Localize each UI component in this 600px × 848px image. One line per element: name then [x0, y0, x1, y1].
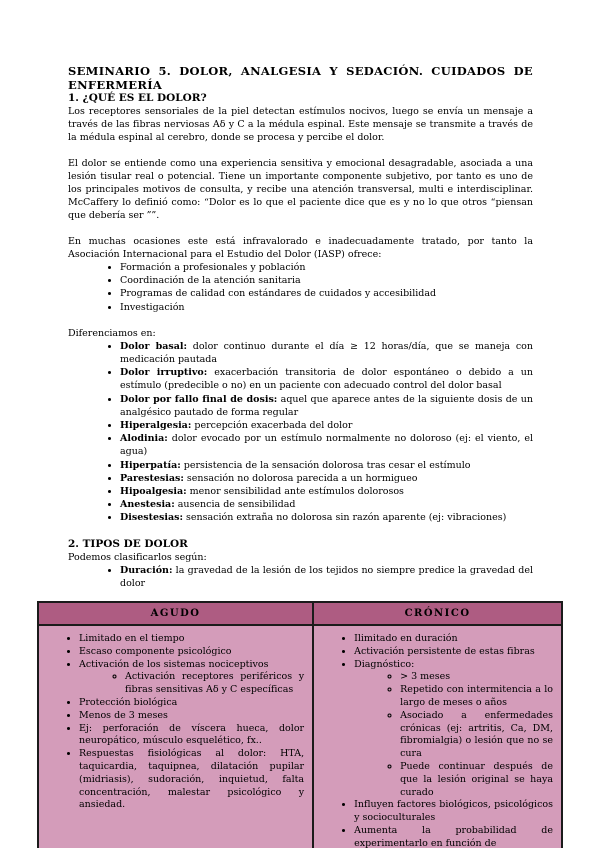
section-2-intro: Podemos clasificarlos según:	[68, 551, 207, 563]
agudo-bullet-list	[39, 633, 304, 812]
bullet-item: • Influyen factores biológicos, psicológicos y socioculturales	[354, 799, 553, 825]
definition-desc: sensación extraña no dolorosa sin razón aparente (ej: vibraciones)	[186, 512, 507, 524]
definition-item	[120, 564, 533, 590]
definition-term: Anestesia:	[120, 499, 175, 511]
bullet-item: • Limitado en el tiempo	[79, 633, 304, 646]
bullet-item: • Respuestas fisiológicas al dolor: HTA, taquicardia, taquipnea, dilatación pupilar (midriasis), sudoración, inquietud, falta concentración, malestar psicológico y ansiedad.	[79, 748, 304, 812]
definition-desc: exacerbación transitoria de dolor espontáneo o debido a un estímulo (predecible o no) en un paciente con adecuado control del dolor basal	[120, 367, 533, 392]
definition-item	[120, 393, 533, 419]
bullet-item: • Escaso componente psicológico	[79, 646, 304, 659]
definition-term: Dolor basal:	[120, 340, 187, 352]
definition-desc: ausencia de sensibilidad	[177, 499, 296, 511]
cronico-sub-list	[354, 671, 553, 799]
bullet-item	[79, 659, 304, 697]
definition-desc: aquel que aparece antes de la siguiente dosis de un analgésico pautado de forma regular	[120, 393, 533, 418]
definition-desc: percepción exacerbada del dolor	[194, 420, 353, 432]
definition-item	[120, 472, 533, 485]
bullet-item: • Menos de 3 meses	[79, 710, 304, 723]
definition-desc: dolor evocado por un estímulo normalmente no doloroso (ej: el viento, el agua)	[120, 433, 533, 458]
sub-bullet-item: ◦ Asociado a enfermedades crónicas (ej: artritis, Ca, DM, fibromialgia) o lesión que no se cura	[400, 710, 553, 761]
bullet-item: • Coordinación de la atención sanitaria	[120, 274, 533, 287]
definition-term: Duración:	[120, 564, 173, 576]
table-header-row	[38, 602, 562, 625]
definition-item	[120, 485, 533, 498]
definition-desc: persistencia de la sensación dolorosa tras cesar el estímulo	[183, 459, 471, 471]
bullet-item: • Formación a profesionales y población	[120, 261, 533, 274]
table-header-cronico: CRÓNICO	[313, 602, 562, 625]
table-cell-agudo	[38, 625, 313, 848]
bullet-item: • Protección biológica	[79, 697, 304, 710]
definition-desc: dolor continuo durante el día ≥ 12 horas/día, que se maneja con medicación pautada	[120, 340, 533, 366]
definition-item	[120, 419, 533, 432]
definition-item	[120, 511, 533, 524]
bullet-item: • Ilimitado en duración	[354, 633, 553, 646]
sub-bullet-item: ◦ > 3 meses	[400, 671, 553, 684]
definition-item	[120, 498, 533, 511]
definition-desc: la gravedad de la lesión de los tejidos no siempre predice la gravedad del dolor	[120, 564, 533, 589]
document-content	[68, 64, 533, 590]
definition-term: Alodinia:	[120, 433, 168, 445]
bullet-item: • Programas de calidad con estándares de cuidados y accesibilidad	[120, 287, 533, 300]
definition-term: Disestesias:	[120, 512, 183, 524]
definition-item	[120, 340, 533, 366]
paragraph-receptors: Los receptores sensoriales de la piel detectan estímulos nocivos, luego se envía un mensaje a través de las fibras nerviosas Aδ y C a la médula espinal. Este mensaje se transmite a través de la médula espinal al cerebro, donde se procesa y percibe el dolor.	[68, 106, 533, 143]
table-header-agudo: AGUDO	[38, 602, 313, 625]
definition-term: Hiperpatía:	[120, 459, 181, 471]
sub-bullet-item: ◦ Repetido con intermitencia a lo largo de meses o años	[400, 684, 553, 710]
definition-term: Hiperalgesia:	[120, 420, 192, 432]
pain-types-table-wrap	[37, 601, 563, 848]
cronico-bullet-list	[314, 633, 553, 848]
bullet-item: • Aumenta la probabilidad de experimentarlo en función de	[354, 825, 553, 848]
sub-bullet-item: ◦ Puede continuar después de que la lesión original se haya curado	[400, 761, 553, 799]
bullet-text: Activación de los sistemas nociceptivos	[79, 658, 269, 670]
table-cell-cronico	[313, 625, 562, 848]
definition-desc: menor sensibilidad ante estímulos dolorosos	[189, 486, 404, 498]
paragraph-iasp-intro: En muchas ocasiones este está infravalorado e inadecuadamente tratado, por tanto la Asociación Internacional para el Estudio del Dolor (IASP) ofrece:	[68, 236, 533, 260]
definition-term: Dolor irruptivo:	[120, 367, 208, 379]
definition-term: Parestesias:	[120, 472, 184, 484]
agudo-sub-list	[79, 671, 304, 697]
iasp-bullet-list	[68, 261, 533, 314]
pain-types-table	[37, 601, 563, 848]
bullet-item	[354, 659, 553, 800]
definition-desc: sensación no dolorosa parecida a un hormigueo	[186, 472, 418, 484]
paragraph-pain-definition: El dolor se entiende como una experiencia sensitiva y emocional desagradable, asociada a una lesión tisular real o potencial. Tiene un importante componente subjetivo, por tanto es uno de los principales motivos de consulta, y recibe una atención transversal, multi e interdisciplinar. McCaffery lo definió como: “Dolor es lo que el paciente dice que es y no lo que otros “piensan que debería ser ””.	[68, 158, 533, 221]
sub-bullet-item: ◦ Activación receptores periféricos y fibras sensitivas Aδ y C específicas	[125, 671, 304, 697]
diferenciamos-label: Diferenciamos en:	[68, 327, 156, 339]
definition-item	[120, 459, 533, 472]
section-1-heading: 1. ¿QUÉ ES EL DOLOR?	[68, 92, 207, 104]
bullet-text: Diagnóstico:	[354, 658, 415, 670]
tipos-list	[68, 564, 533, 590]
bullet-item: • Activación persistente de estas fibras	[354, 646, 553, 659]
definition-item	[120, 366, 533, 392]
section-2-heading: 2. TIPOS DE DOLOR	[68, 537, 188, 550]
pain-definitions-list	[68, 340, 533, 525]
bullet-item: • Ej: perforación de víscera hueca, dolor neuropático, músculo esquelético, fx..	[79, 723, 304, 749]
bullet-item: • Investigación	[120, 301, 533, 314]
definition-term: Hipoalgesia:	[120, 486, 187, 498]
doc-title: SEMINARIO 5. DOLOR, ANALGESIA Y SEDACIÓN. CUIDADOS DE ENFERMERÍA	[68, 64, 533, 92]
definition-item	[120, 432, 533, 458]
table-body-row	[38, 625, 562, 848]
definition-term: Dolor por fallo final de dosis:	[120, 393, 278, 405]
